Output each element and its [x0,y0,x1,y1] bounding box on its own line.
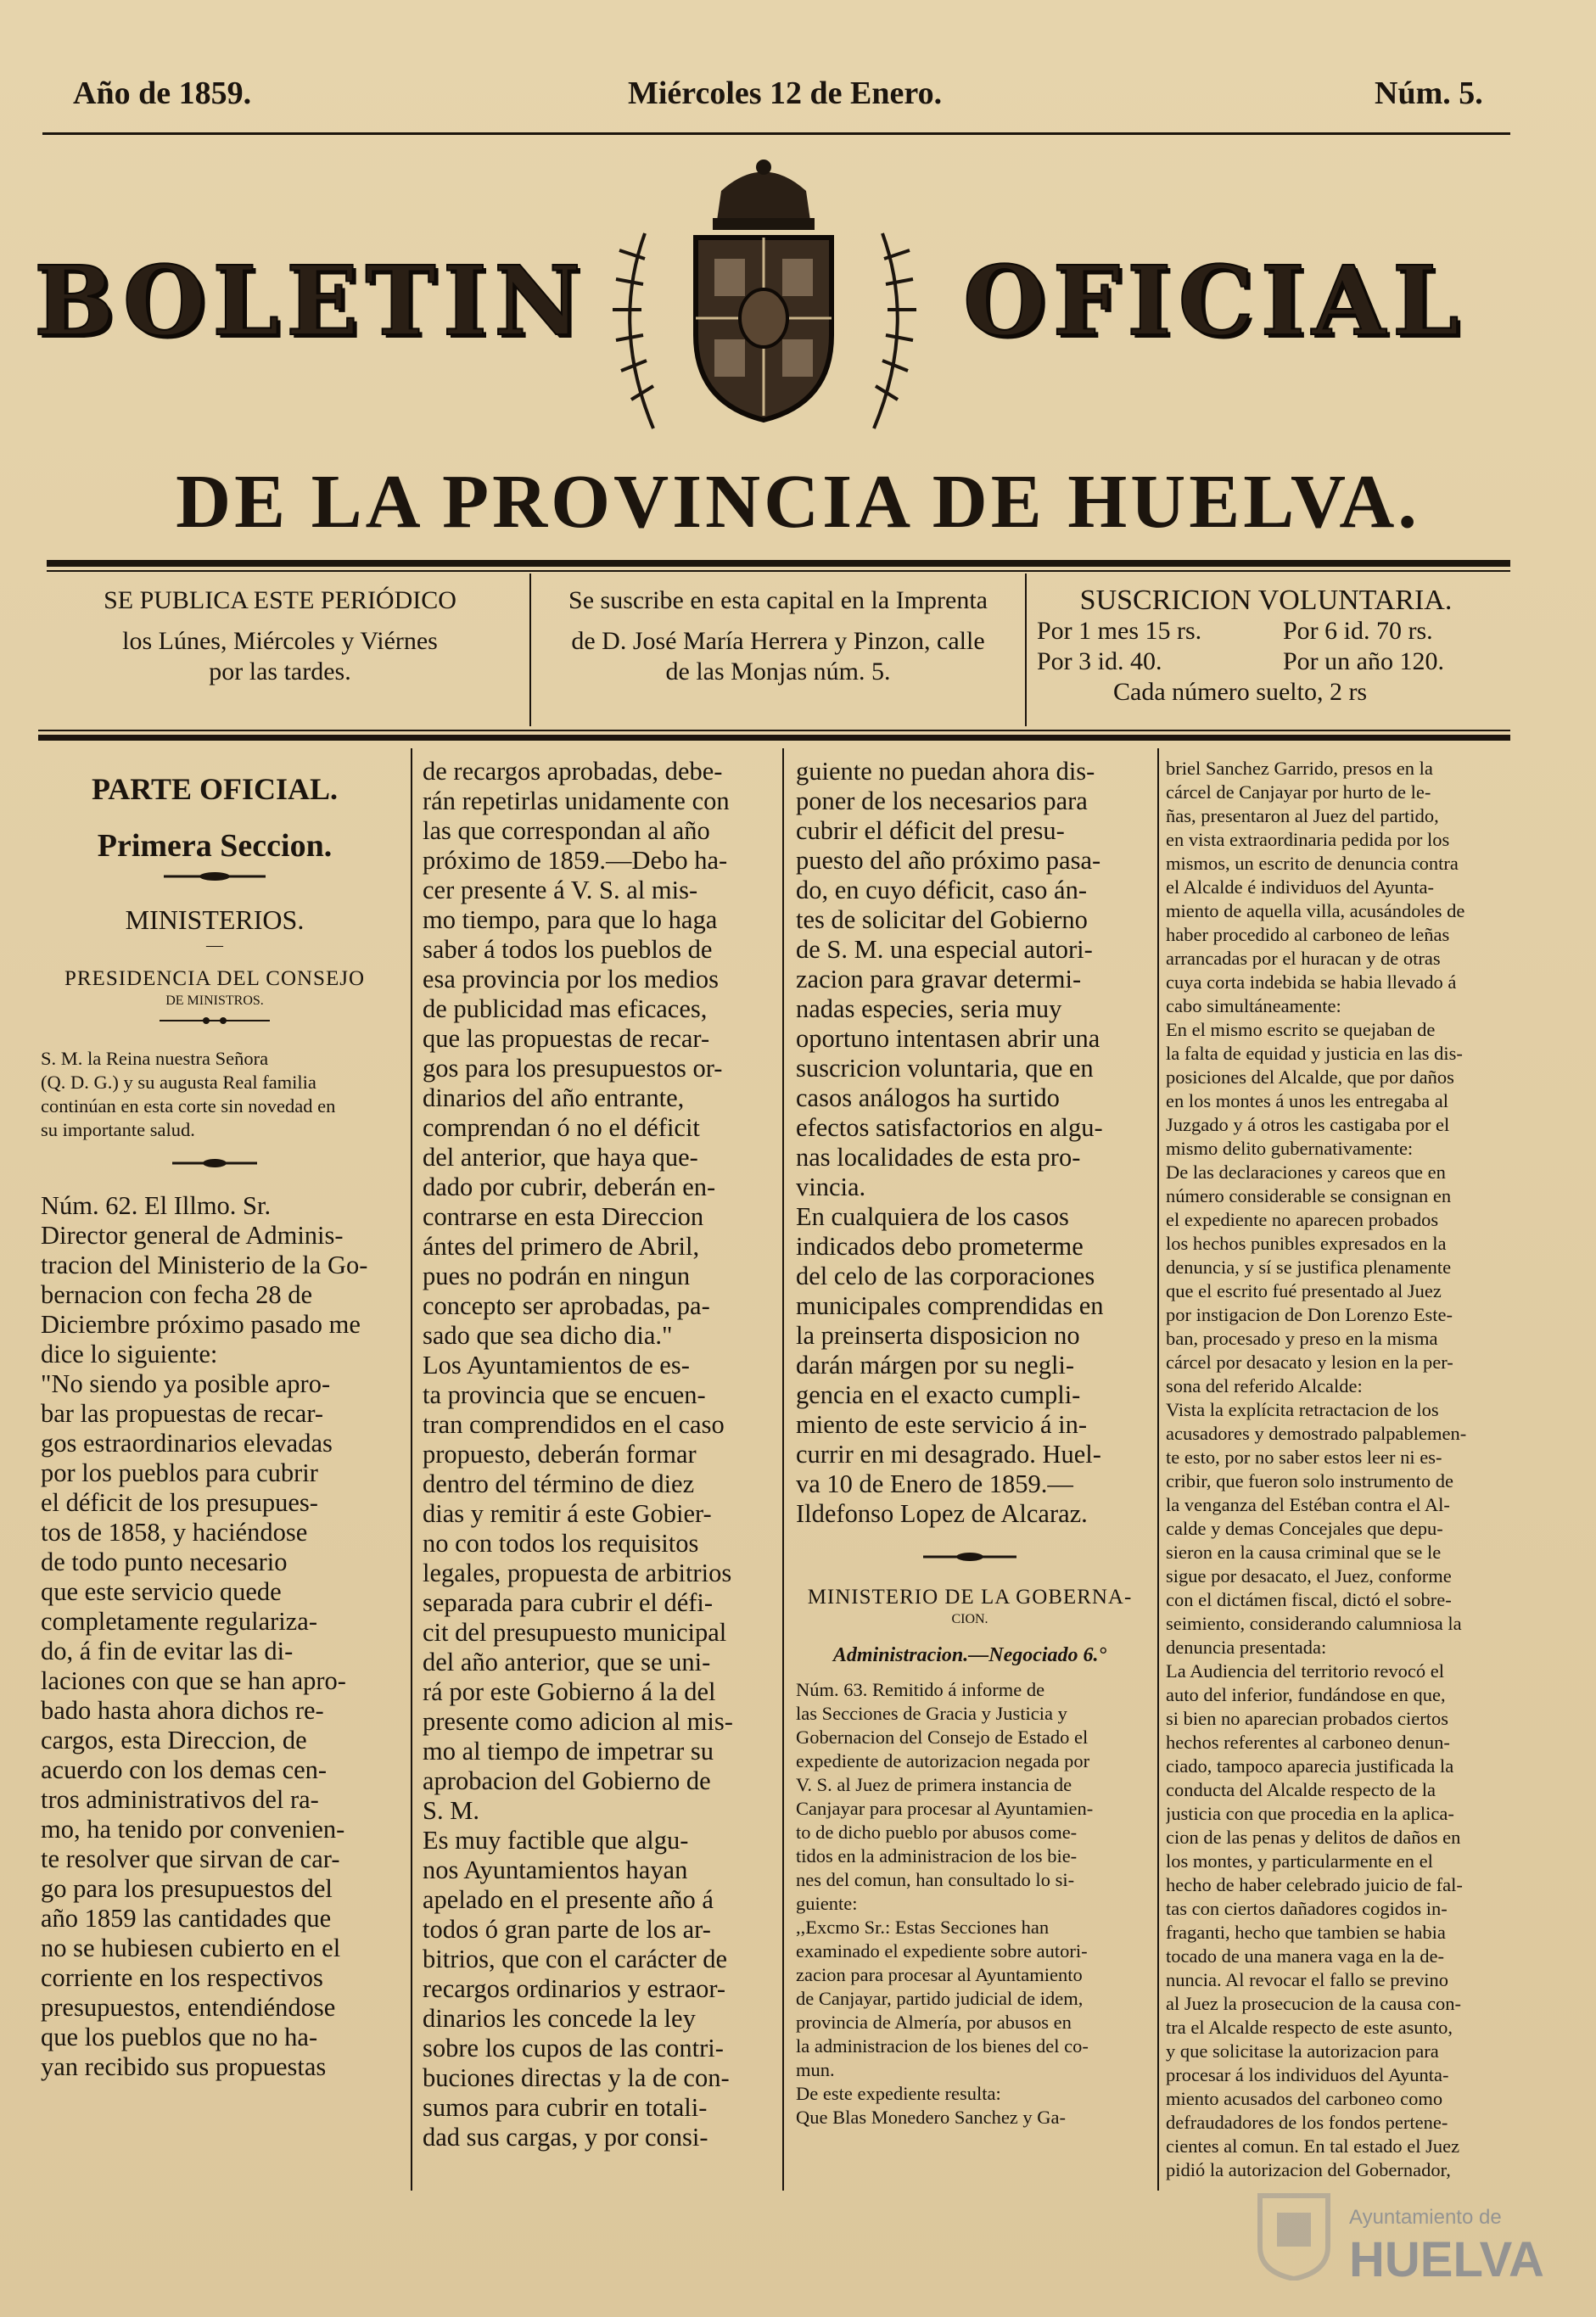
article-63-continued [1166,757,1505,2182]
column-2 [423,757,770,2199]
text-line: ,,Excmo Sr.: Estas Secciones han [796,1917,1050,1938]
text-line: presupuestos, entendiéndose [41,1993,336,2022]
text-line: corriente en los respectivos [41,1963,323,1992]
text-line: cuya corta indebida se habia llevado á [1166,971,1457,993]
text-line: las que correspondan al año [423,816,710,845]
info-rule-thick [38,735,1510,741]
text-line: expediente de autorizacion negada por [796,1750,1090,1771]
ministry-subheading: CION. [951,1612,988,1626]
subscription-location: Se suscribe en esta capital en la Imprenta de D. José María Herrera y Pinzon, calle de las Monjas núm. 5. [568,586,988,686]
ornament [796,1551,1144,1570]
text-line: de Canjayar, partido judicial de idem, [796,1988,1084,2009]
text-line: mun. [796,2059,835,2080]
text-line: zacion para procesar al Ayuntamiento [796,1964,1083,1985]
text-line: por los pueblos para cubrir [41,1458,318,1487]
text-line: buciones directas y la de con- [423,2063,730,2092]
column-divider-2 [782,748,784,2191]
info-divider-1 [529,574,531,726]
royal-health-notice: S. M. la Reina nuestra Señora (Q. D. G.) y su augusta Real familia continúan en esta corte sin novedad en su importante salud. [41,1048,336,1140]
text-line: sieron en la causa criminal que se le [1166,1542,1442,1563]
text-line: oportuno intentasen abrir una [796,1024,1100,1053]
text-line: dice lo siguiente: [41,1340,218,1368]
text-line: mo al tiempo de impetrar su [423,1737,714,1766]
text-line: dias y remitir á este Gobier- [423,1499,712,1528]
text-line: acuerdo con los demas cen- [41,1755,328,1784]
column-3 [796,757,1144,2199]
text-line: to de dicho pueblo por abusos come- [796,1822,1078,1843]
column-1: PARTE OFICIAL. Primera Seccion. MINISTERIOS. — PRESIDENCIA DEL CONSEJO DE MINISTROS. S. M. la Reina nuestra Señora (Q. D. G.) y su augusta Real familia continúan en esta corte sin novedad en su importante salud. Núm. 62. El Illmo. Sr. Director general de Adminis- tracion del Ministerio de la Go- bernacion con fecha 28 de Diciembre próximo pasado me dice lo siguiente: "No siendo ya posible apro- bar las propuestas de recar- gos estraordinarios elevadas por los pueblos para cubrir el déficit de los presupues- tos de 1858, y haciéndose de todo punto necesario que este servicio quede completamente regulariza- do, á fin de evitar las di- laciones con que se han apro- bado hasta ahora dichos re- cargos, esta Direccion, de acuerdo con los demas cen- tros administrativos del ra- mo, ha tenido por convenien- te resolver que sirvan de car- go para los presupuestos del año 1859 las cantidades que no se hubiesen cubierto en el corriente en los respectivos presupuestos, entendiéndose que los pueblos que no ha- yan recibido sus propuestas [41,757,389,2199]
text-line: no se hubiesen cubierto en el [41,1934,341,1962]
dateline [68,75,1483,117]
text-line: todos ó gran parte de los ar- [423,1915,711,1944]
text-line: te esto, por no saber estos leer ni es- [1166,1447,1442,1468]
masthead-rule-thick [47,560,1510,567]
text-line: fraganti, hecho que tambien se habia [1166,1922,1446,1943]
part-heading: PARTE OFICIAL. [91,772,339,806]
text-line: En cualquiera de los casos [796,1202,1069,1231]
admin-heading: Administracion.—Negociado 6.° [832,1644,1107,1666]
text-line: no con todos los requisitos [423,1529,699,1558]
text-line: tes de solicitar del Gobierno [796,905,1088,934]
ornament [41,870,389,889]
text-line: tas con ciertos dañadores cogidos in- [1166,1898,1448,1919]
text-line: suscricion voluntaria, que en [796,1054,1094,1083]
text-line: vincia. [796,1172,866,1201]
text-line: con el dictámen fiscal, dictó el sobre- [1166,1589,1452,1610]
text-line: S. M. [423,1796,479,1825]
subscription-rates: SUSCRICION VOLUNTARIA. Por 1 mes 15 rs. Por 6 id. 70 rs. Por 3 id. 40. Por un año 120. Cada número suelto, 2 rs [1037,585,1453,706]
text-line: de publicidad mas eficaces, [423,994,708,1023]
text-line: la preinserta disposicion no [796,1321,1080,1350]
text-line: De este expediente resulta: [796,2083,1001,2104]
top-rule [42,132,1510,135]
text-line: dad sus cargas, y por consi- [423,2123,708,2152]
text-line: procesar á los individuos del Ayunta- [1166,2064,1449,2085]
text-line: de S. M. una especial autori- [796,935,1093,964]
text-line: bitrios, que con el carácter de [423,1945,728,1973]
ornament [41,1157,389,1176]
text-line: contrarse en esta Direccion [423,1202,704,1231]
text-line: de recargos aprobadas, debe- [423,757,723,786]
text-line: próximo de 1859.—Debo ha- [423,846,728,875]
text-line: dinarios les concede la ley [423,2004,696,2033]
text-line: que el escrito fué presentado al Juez [1166,1280,1442,1301]
text-line: del celo de las corporaciones [796,1262,1095,1290]
text-line: nes del comun, han consultado lo si- [796,1869,1075,1890]
text-line: go para los presupuestos del [41,1874,333,1903]
text-line: gos estraordinarios elevadas [41,1429,333,1458]
text-line: ciado, tampoco aparecia justificada la [1166,1755,1454,1777]
text-line: ñas, presentaron al Juez del partido, [1166,805,1439,826]
text-line: cit del presupuesto municipal [423,1618,727,1647]
text-line: puesto del año próximo pasa- [796,846,1101,875]
text-line: miento de aquella villa, acusándoles de [1166,900,1465,921]
text-line: legales, propuesta de arbitrios [423,1559,732,1587]
text-line: do, á fin de evitar las di- [41,1637,294,1665]
text-line: de todo punto necesario [41,1547,288,1576]
presidency-heading: PRESIDENCIA DEL CONSEJO [64,967,366,990]
text-line: cargos, esta Direccion, de [41,1726,307,1755]
title-right: OFICIAL [963,246,1466,357]
text-line: auto del inferior, fundándose en que, [1166,1684,1446,1705]
text-line: hecho de haber celebrado juicio de fal- [1166,1874,1463,1895]
text-line: mo tiempo, para que lo haga [423,905,718,934]
text-line: gos para los presupuestos or- [423,1054,723,1083]
text-line: si bien no aparecian probados ciertos [1166,1708,1449,1729]
text-line: que las propuestas de recar- [423,1024,710,1053]
text-line: nas localidades de esta pro- [796,1143,1081,1172]
text-line: la venganza del Estéban contra el Al- [1166,1494,1450,1515]
text-line: Núm. 62. El Illmo. Sr. [41,1191,272,1220]
text-line: los montes, y particularmente en el [1166,1850,1433,1872]
text-line: Diciembre próximo pasado me [41,1310,361,1339]
text-line: Es muy factible que algu- [423,1826,689,1855]
text-line: cer presente á V. S. al mis- [423,876,698,904]
info-divider-2 [1025,574,1027,726]
text-line: Ildefonso Lopez de Alcaraz. [796,1499,1088,1528]
text-line: apelado en el presente año á [423,1885,714,1914]
text-line: seimiento, considerando calumniosa la [1166,1613,1462,1634]
article-62-conclusion [796,757,1144,1529]
text-line: examinado el expediente sobre autori- [796,1940,1088,1962]
text-line: tros administrativos del ra- [41,1785,319,1814]
text-line: número considerable se consignan en [1166,1185,1452,1206]
text-line: tra el Alcalde respecto de este asunto, [1166,2017,1453,2038]
text-line: sigue por desacato, el Juez, conforme [1166,1565,1452,1587]
text-line: mo, ha tenido por convenien- [41,1815,345,1844]
text-line: bernacion con fecha 28 de [41,1280,313,1309]
article-62-continued [423,757,770,2152]
text-line: ta provincia que se encuen- [423,1380,706,1409]
text-line: do, en cuyo déficit, caso án- [796,876,1087,904]
issue-date: Miércoles 12 de Enero. [628,76,943,111]
text-line: cientes al comun. En tal estado el Juez [1166,2135,1460,2157]
text-line: yan recibido sus propuestas [41,2052,327,2081]
column-4 [1166,757,1505,2199]
text-line: el déficit de los presupues- [41,1488,318,1517]
text-line: esa provincia por los medios [423,965,719,993]
text-line: denuncia presentada: [1166,1637,1327,1658]
text-line: haber procedido al carboneo de leñas [1166,924,1450,945]
issue-year: Año de 1859. [73,76,252,111]
text-line: que los pueblos que no ha- [41,2023,318,2051]
text-line: nos Ayuntamientos hayan [423,1855,688,1884]
text-line: casos análogos ha surtido [796,1083,1060,1112]
text-line: cabo simultáneamente: [1166,995,1341,1016]
text-line: las Secciones de Gracia y Justicia y [796,1703,1067,1724]
text-line: rán repetirlas unidamente con [423,786,730,815]
masthead-subtitle: DE LA PROVINCIA DE HUELVA. [176,460,1420,544]
text-line: currir en mi desagrado. Huel- [796,1440,1101,1469]
text-line: rá por este Gobierno á la del [423,1677,716,1706]
text-line: V. S. al Juez de primera instancia de [796,1774,1072,1795]
text-line: justicia con que procedia en la aplica- [1166,1803,1454,1824]
text-line: va 10 de Enero de 1859.— [796,1469,1073,1498]
text-line: indicados debo prometerme [796,1232,1084,1261]
text-line: del anterior, que haya que- [423,1143,698,1172]
text-line: dentro del término de diez [423,1469,695,1498]
text-line: cárcel de Canjayar por hurto de le- [1166,781,1431,803]
text-line: nuncia. Al revocar el fallo se previno [1166,1969,1448,1990]
text-line: arrancadas por el huracan y de otras [1166,948,1441,969]
text-line: Vista la explícita retractacion de los [1166,1399,1439,1420]
text-line: aprobacion del Gobierno de [423,1766,711,1795]
text-line: Canjayar para procesar al Ayuntamien- [796,1798,1094,1819]
text-line: darán márgen por su negli- [796,1351,1075,1380]
text-line: por instigacion de Don Lorenzo Este- [1166,1304,1453,1325]
text-line: Núm. 63. Remitido á informe de [796,1679,1045,1700]
section-heading: Primera Seccion. [97,828,333,864]
text-line: propuesto, deberán formar [423,1440,697,1469]
text-line: sobre los cupos de las contri- [423,2034,724,2062]
text-line: pues no podrán en ningun [423,1262,691,1290]
text-line: pidió la autorizacion del Gobernador, [1166,2159,1451,2180]
text-line: La Audiencia del territorio revocó el [1166,1660,1444,1682]
text-line: del año anterior, que se uni- [423,1648,711,1676]
text-line: al Juez la prosecucion de la causa con- [1166,1993,1461,2014]
title-left: BOLETIN [34,246,588,357]
text-line: dinarios del año entrante, [423,1083,685,1112]
text-line: guiente no puedan ahora dis- [796,757,1095,786]
text-line: Que Blas Monedero Sanchez y Ga- [796,2107,1067,2128]
text-line: Juzgado y á otros les castigaba por el [1166,1114,1450,1135]
text-line: y que solicitase la autorizacion para [1166,2040,1439,2062]
text-line: el Alcalde é individuos del Ayunta- [1166,876,1434,898]
text-line: los hechos punibles expresados en la [1166,1233,1447,1254]
text-line: municipales comprendidas en [796,1291,1104,1320]
text-line: en los montes á unos les entregaba al [1166,1090,1449,1111]
text-line: dado por cubrir, deberán en- [423,1172,716,1201]
royal-coat-of-arms-icon [594,157,933,437]
text-line: En el mismo escrito se quejaban de [1166,1019,1436,1040]
text-line: miento de este servicio á in- [796,1410,1088,1439]
text-line: el expediente no aparecen probados [1166,1209,1439,1230]
text-line: provincia de Almería, por abusos en [796,2012,1072,2033]
text-line: la administracion de los bienes del co- [796,2035,1089,2057]
text-line: cribir, que fueron solo instrumento de [1166,1470,1454,1491]
text-line: "No siendo ya posible apro- [41,1369,331,1398]
text-line: sado que sea dicho dia." [423,1321,673,1350]
masthead-rule-thin [47,570,1510,572]
text-line: cubrir el déficit del presu- [796,816,1065,845]
text-line: sumos para cubrir en totali- [423,2093,708,2122]
publication-schedule: SE PUBLICA ESTE PERIÓDICO los Lúnes, Miércoles y Viérnes por las tardes. [104,586,456,686]
article-63 [796,1678,1144,2130]
text-line: tran comprendidos en el caso [423,1410,725,1439]
text-line: zacion para gravar determi- [796,965,1082,993]
text-line: separada para cubrir el défi- [423,1588,714,1617]
text-line: completamente regulariza- [41,1607,317,1636]
text-line: comprendan ó no el déficit [423,1113,700,1142]
text-line: que este servicio quede [41,1577,282,1606]
text-line: tos de 1858, y haciéndose [41,1518,308,1547]
text-line: en vista extraordinaria pedida por los [1166,829,1450,850]
text-line: año 1859 las cantidades que [41,1904,332,1933]
text-line: Los Ayuntamientos de es- [423,1351,690,1380]
text-line: hechos referentes al carboneo denun- [1166,1732,1450,1753]
ornament [41,1015,389,1033]
text-line: mismos, un escrito de denuncia contra [1166,853,1459,874]
column-divider-3 [1157,748,1159,2191]
text-line: gencia en el exacto cumpli- [796,1380,1081,1409]
text-line: tidos en la administracion de los bie- [796,1845,1078,1866]
text-line: mismo delito gubernativamente: [1166,1138,1414,1159]
info-rule-thin [38,730,1510,731]
ministries-heading: MINISTERIOS. [125,904,305,935]
text-line: saber á todos los pueblos de [423,935,713,964]
text-line: miento acusados del carboneo como [1166,2088,1443,2109]
watermark-big: HUELVA [1349,2232,1544,2287]
text-line: bar las propuestas de recar- [41,1399,324,1428]
text-line: te resolver que sirvan de car- [41,1844,340,1873]
text-line: denuncia, y sí se justifica plenamente [1166,1256,1452,1278]
text-line: briel Sanchez Garrido, presos en la [1166,758,1433,779]
text-line: cárcel por desacato y lesion en la per- [1166,1352,1453,1373]
text-line: recargos ordinarios y estraor- [423,1974,726,2003]
text-line: tracion del Ministerio de la Go- [41,1251,368,1279]
text-line: acusadores y demostrado palpablemen- [1166,1423,1467,1444]
text-line: calde y demas Concejales que depu- [1166,1518,1443,1539]
text-line: laciones con que se han apro- [41,1666,346,1695]
text-line: sona del referido Alcalde: [1166,1375,1363,1396]
watermark-small: Ayuntamiento de [1349,2206,1502,2229]
column-divider-1 [411,748,412,2191]
text-line: Director general de Adminis- [41,1221,344,1250]
text-line: defraudadores de los fondos pertene- [1166,2112,1448,2133]
text-line: nadas especies, seria muy [796,994,1062,1023]
text-line: posiciones del Alcalde, que por daños [1166,1066,1454,1088]
text-line: efectos satisfactorios en algu- [796,1113,1103,1142]
text-line: ántes del primero de Abril, [423,1232,700,1261]
text-line: presente como adicion al mis- [423,1707,733,1736]
text-line: Gobernacion del Consejo de Estado el [796,1727,1089,1748]
text-line: cion de las penas y delitos de daños en [1166,1827,1461,1848]
issue-number: Núm. 5. [1375,76,1483,111]
text-line: conducta del Alcalde respecto de la [1166,1779,1436,1800]
text-line: la falta de equidad y justicia en las dis- [1166,1043,1463,1064]
text-line: concepto ser aprobadas, pa- [423,1291,710,1320]
ministry-heading: MINISTERIO DE LA GOBERNA- [807,1586,1133,1609]
article-62 [41,1191,389,2082]
text-line: guiente: [796,1893,858,1914]
text-line: De las declaraciones y careos que en [1166,1161,1446,1183]
text-line: bado hasta ahora dichos re- [41,1696,324,1725]
text-line: tocado de una manera vaga en la de- [1166,1945,1444,1967]
text-line: poner de los necesarios para [796,786,1088,815]
text-line: ban, procesado y preso en la misma [1166,1328,1438,1349]
presidency-subheading: DE MINISTROS. [165,993,264,1008]
